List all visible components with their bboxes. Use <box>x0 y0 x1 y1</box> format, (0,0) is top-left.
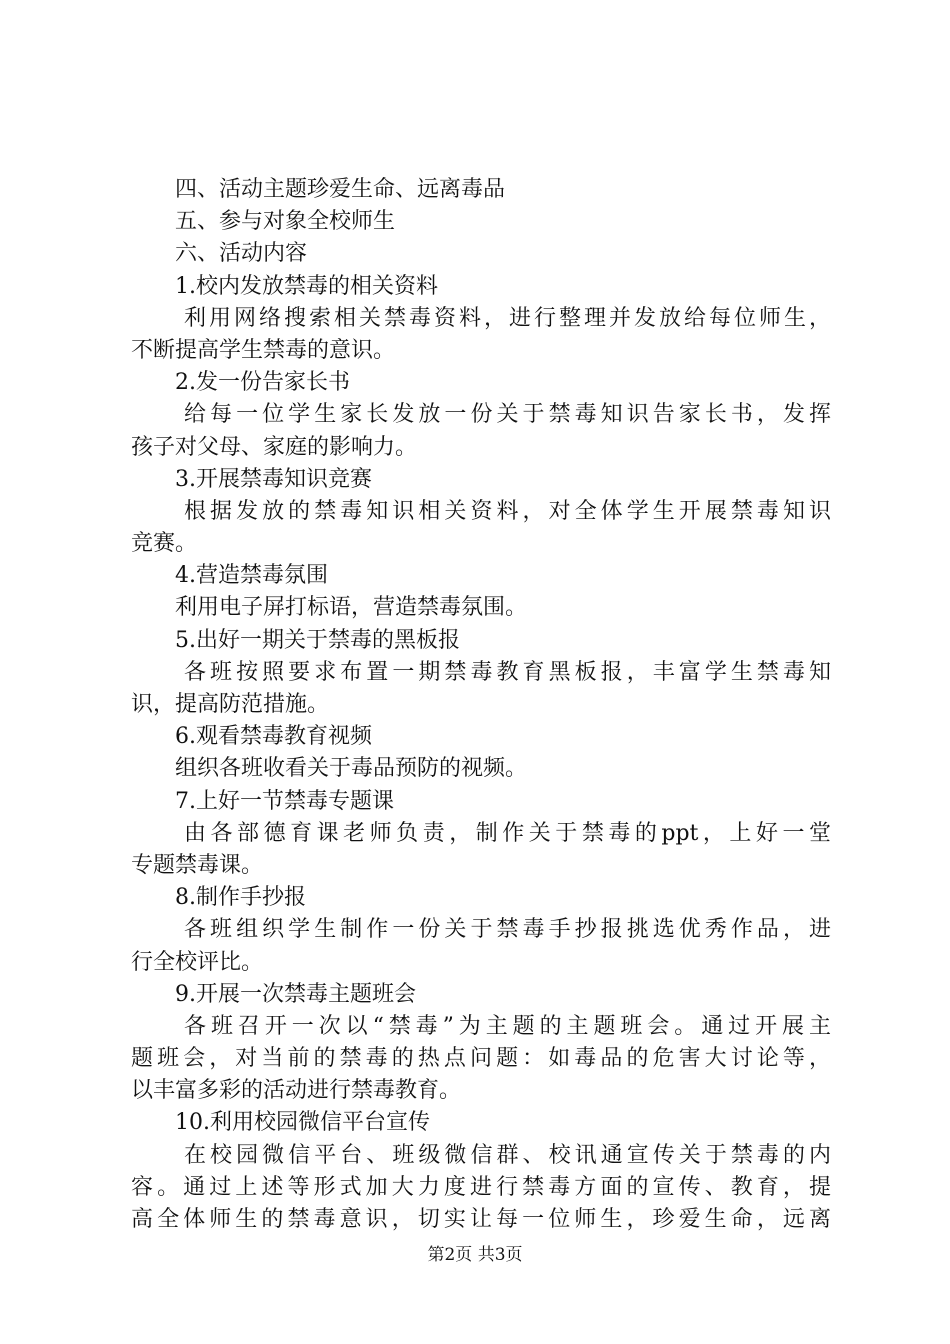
text-line: 利用电子屏打标语，营造禁毒氛围。 <box>175 595 528 621</box>
text-line: 5.出好一期关于禁毒的黑板报 <box>175 627 460 653</box>
text-line: 给每一位学生家长发放一份关于禁毒知识告家长书，发挥 <box>184 402 831 428</box>
text-line: 行全校评比。 <box>131 949 264 975</box>
text-line: 容。通过上述等形式加大力度进行禁毒方面的宣传、教育，提 <box>131 1174 831 1200</box>
text-line: 不断提高学生禁毒的意识。 <box>131 337 396 363</box>
text-line: 6.观看禁毒教育视频 <box>175 724 372 750</box>
text-line: 9.开展一次禁毒主题班会 <box>175 981 416 1007</box>
text-line: 专题禁毒课。 <box>131 852 264 878</box>
text-line: 8.制作手抄报 <box>175 885 306 911</box>
document-body <box>131 174 831 1236</box>
text-line: 1.校内发放禁毒的相关资料 <box>175 273 438 299</box>
text-line: 各班召开一次以“禁毒”为主题的主题班会。通过开展主 <box>184 1013 831 1039</box>
text-line: 四、活动主题珍爱生命、远离毒品 <box>175 177 506 202</box>
text-line: 组织各班收看关于毒品预防的视频。 <box>175 756 528 782</box>
page-footer: 第2页 共3页 <box>427 1245 523 1265</box>
text-line: 在校园微信平台、班级微信群、校讯通宣传关于禁毒的内 <box>184 1142 831 1168</box>
text-line: 10.利用校园微信平台宣传 <box>175 1110 430 1136</box>
text-line: 五、参与对象全校师生 <box>175 209 396 235</box>
text-line: 3.开展禁毒知识竞赛 <box>175 466 372 492</box>
text-line: 7.上好一节禁毒专题课 <box>175 788 394 814</box>
text-line: 题班会，对当前的禁毒的热点问题：如毒品的危害大讨论等， <box>131 1046 831 1072</box>
text-line: 2.发一份告家长书 <box>175 370 350 396</box>
text-line: 竞赛。 <box>131 531 198 557</box>
text-line: 六、活动内容 <box>175 241 308 267</box>
text-line: 各班组织学生制作一份关于禁毒手抄报挑选优秀作品，进 <box>184 917 831 943</box>
text-line: 利用网络搜索相关禁毒资料，进行整理并发放给每位师生， <box>184 305 831 331</box>
text-line: 由各部德育课老师负责，制作关于禁毒的ppt，上好一堂 <box>184 820 831 846</box>
text-line: 孩子对父母、家庭的影响力。 <box>131 434 418 460</box>
text-line: 根据发放的禁毒知识相关资料，对全体学生开展禁毒知识 <box>184 498 831 524</box>
text-line: 各班按照要求布置一期禁毒教育黑板报，丰富学生禁毒知 <box>184 659 831 685</box>
text-line: 4.营造禁毒氛围 <box>175 563 328 589</box>
text-line: 以丰富多彩的活动进行禁毒教育。 <box>131 1078 462 1104</box>
text-line: 识，提高防范措施。 <box>131 692 330 717</box>
text-line: 高全体师生的禁毒意识，切实让每一位师生，珍爱生命，远离 <box>131 1207 831 1232</box>
